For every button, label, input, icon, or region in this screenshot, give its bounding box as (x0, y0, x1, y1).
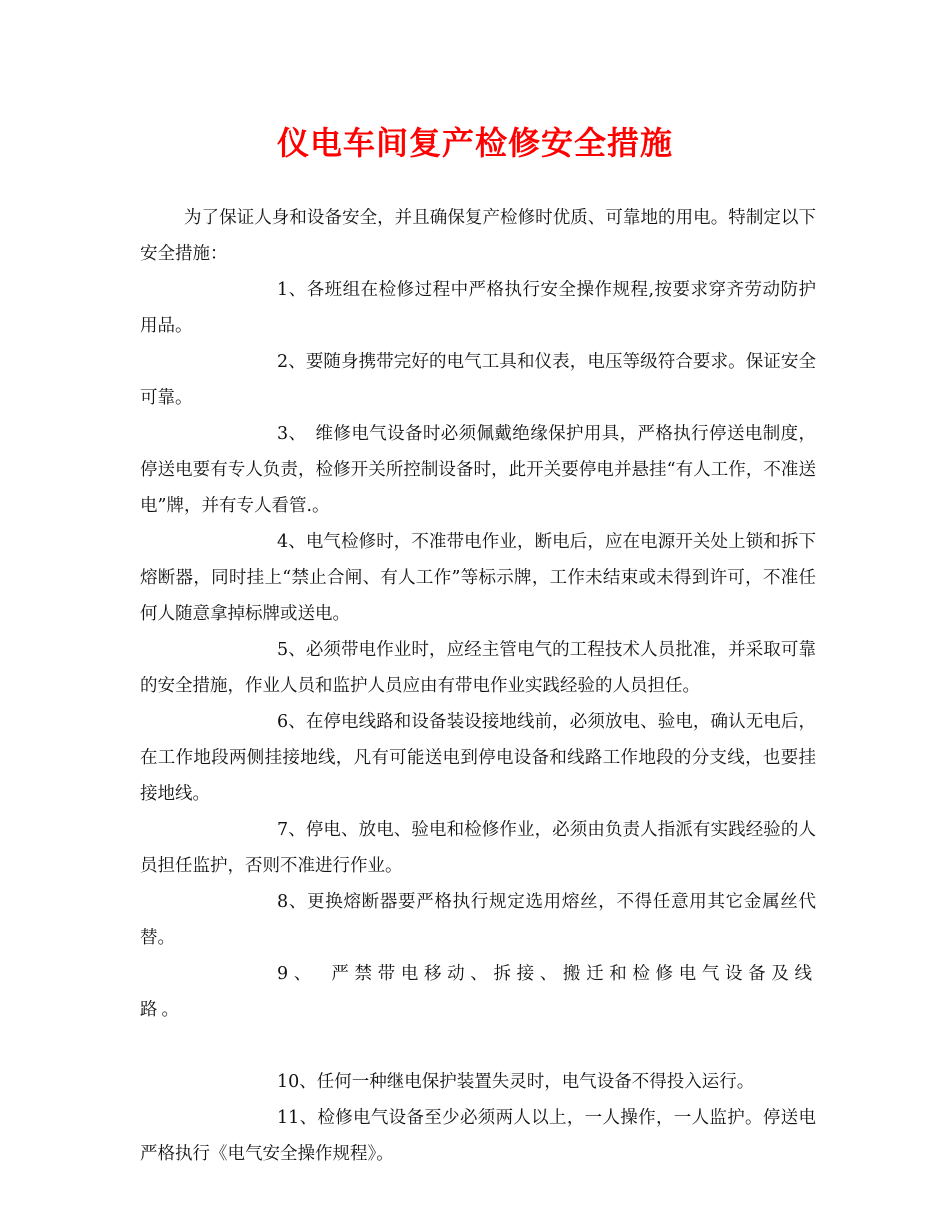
measure-item-9: 9、 严禁带电移动、拆接、搬迁和检修电气设备及线路。 (140, 964, 816, 1020)
measure-item-3: 3、 维修电气设备时必须佩戴绝缘保护用具，严格执行停送电制度，停送电要有专人负责，检修开关所控制设备时，此开关要停电并悬挂“有人工作，不准送电”牌，并有专人看管.。 (140, 424, 816, 516)
measure-item-8: 8、更换熔断器要严格执行规定选用熔丝，不得任意用其它金属丝代替。 (140, 892, 816, 948)
measure-item-7: 7、停电、放电、验电和检修作业，必须由负责人指派有实践经验的人员担任监护，否则不准进行作业。 (140, 820, 816, 876)
document-body (140, 200, 816, 1172)
intro-paragraph: 为了保证人身和设备安全，并且确保复产检修时优质、可靠地的用电。特制定以下安全措施： (140, 208, 816, 264)
measure-item-6: 6、在停电线路和设备装设接地线前，必须放电、验电，确认无电后，在工作地段两侧挂接地线，凡有可能送电到停电设备和线路工作地段的分支线，也要挂接地线。 (140, 712, 816, 804)
measure-item-4: 4、电气检修时，不准带电作业，断电后，应在电源开关处上锁和拆下熔断器，同时挂上“禁止合闸、有人工作”等标示牌，工作未结束或未得到许可，不准任何人随意拿掉标牌或送电。 (140, 532, 816, 624)
measure-item-10: 10、任何一种继电保护装置失灵时，电气设备不得投入运行。 (277, 1072, 755, 1092)
measure-item-11: 11、检修电气设备至少必须两人以上，一人操作，一人监护。停送电严格执行《电气安全操作规程》。 (140, 1108, 816, 1164)
measure-item-5: 5、必须带电作业时，应经主管电气的工程技术人员批准，并采取可靠的安全措施，作业人员和监护人员应由有带电作业实践经验的人员担任。 (140, 640, 816, 696)
document-title: 仪电车间复产检修安全措施 (276, 124, 673, 162)
measure-item-1: 1、各班组在检修过程中严格执行安全操作规程,按要求穿齐劳动防护用品。 (140, 280, 816, 336)
measure-item-2: 2、要随身携带完好的电气工具和仪表，电压等级符合要求。保证安全可靠。 (140, 352, 816, 408)
